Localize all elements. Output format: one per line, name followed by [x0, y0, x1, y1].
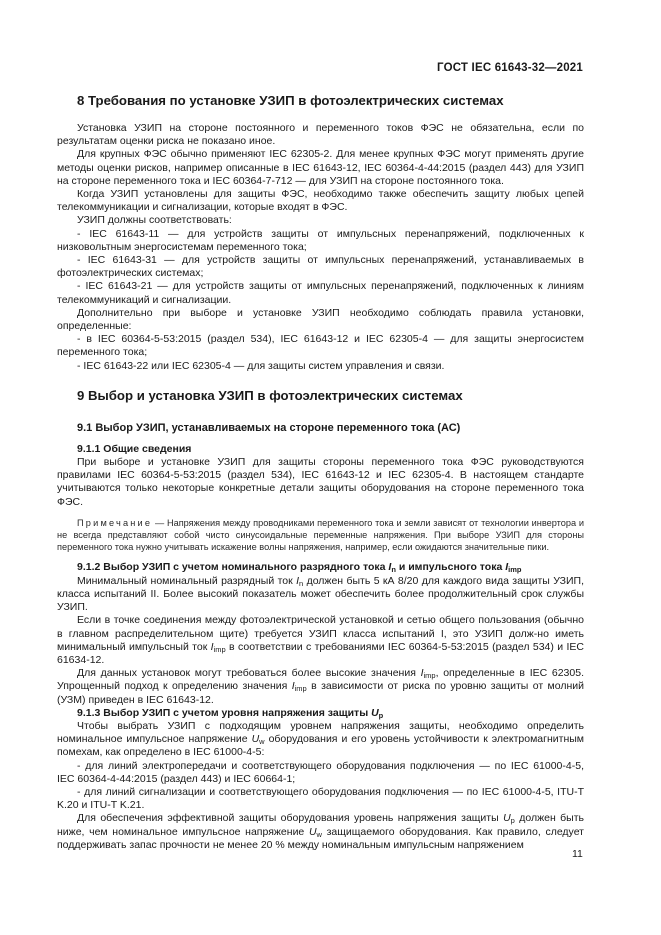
- paragraph: УЗИП должны соответствовать:: [77, 214, 232, 227]
- list-item: - IEC 61643-21 — для устройств защиты от импульсных перенапряжений, подключенных к линиям телекоммуникаций и сигнализации.: [57, 280, 584, 306]
- paragraph: При выборе и установке УЗИП для защиты стороны переменного тока ФЭС руководствуются правилами IEC 60364-5-53:2015 (раздел 534), IEC 61643-12 и IEC 62305-4. В настоящем стандарте учитываются только некоторые конкретные детали защиты оборудования на стороне переменного тока ФЭС.: [57, 456, 584, 508]
- standard-header: ГОСТ IEC 61643-32—2021: [437, 62, 583, 74]
- paragraph: Для обеспечения эффективной защиты оборудования уровень напряжения защиты $U_p$ должен быть ниже, чем номинальное импульсное напряжение $U_w$ защищаемого оборудования. Как правило, следует поддерживать запас прочности не менее 20 % между номинальным импульсным напряжением: [57, 812, 585, 851]
- subsection-9-1-2-heading: 9.1.2 Выбор УЗИП с учетом номинального разрядного тока $I_n$ и импульсного тока $I_{imp}$: [77, 561, 522, 575]
- paragraph: Для данных установок могут требоваться более высокие значения $I_{imp}$, определенные в IEC 62305. Упрощенный подход к определению значения $I_{imp}$ в зависимости от риска по уровню защиты от молний (УЗМ) приведен в IEC 61643-12.: [57, 667, 584, 706]
- paragraph: Если в точке соединения между фотоэлектрической установкой и сетью общего пользования (обычно в главном распределительном щите) требуется УЗИП класса испытаний I, это УЗИП долж-но иметь минимальный импульсный ток $I_{imp}$ в соответствии с требованиями IEC 60364-5-53:2015 (раздел 534) и IEC 61634-12.: [57, 614, 584, 666]
- page-number: 11: [572, 848, 583, 860]
- paragraph: Минимальный номинальный разрядный ток $I_n$ должен быть 5 кА 8/20 для каждого вида защиты УЗИП, класса испытаний II. Более высокий показатель может обеспечить более продолжительный срок службы УЗИП.: [57, 574, 584, 614]
- paragraph: Чтобы выбрать УЗИП с подходящим уровнем напряжения защиты, необходимо определить номинальное импульсное напряжение $U_w$ оборудования и его уровень устойчивости к электромагнитным помехам, как определено в IEC 61000-4-5:: [57, 719, 585, 759]
- subsection-9-1-heading: 9.1 Выбор УЗИП, устанавливаемых на стороне переменного тока (АС): [77, 421, 461, 434]
- list-item: - для линий электропередачи и соответствующего оборудования подключения — по IEC 61000-4-5, IEC 60364-4-44:2015 (раздел 443) и IEC 60664-1;: [57, 759, 584, 785]
- list-item: - для линий сигнализации и соответствующего оборудования подключения — по IEC 61000-4-5, ITU-T K.20 и ITU-T K.21.: [57, 785, 584, 812]
- paragraph: Дополнительно при выборе и установке УЗИП необходимо соблюдать правила установки, определенные:: [57, 306, 584, 333]
- list-item: - IEC 61643-11 — для устройств защиты от импульсных перенапряжений, подключенных к низковольтным энергосистемам переменного тока;: [57, 227, 584, 253]
- subsection-9-1-1-heading: 9.1.1 Общие сведения: [77, 442, 192, 455]
- section-8-heading: 8 Требования по установке УЗИП в фотоэлектрических системах: [77, 93, 504, 108]
- paragraph: Когда УЗИП установлены для защиты ФЭС, необходимо также обеспечить защиту любых цепей телекоммуникации и сигнализации, которые входят в ФЭС.: [57, 188, 584, 214]
- page-content: [57, 92, 584, 852]
- note: [57, 517, 584, 554]
- list-item: - IEC 61643-22 или IEC 62305-4 — для защиты систем управления и связи.: [77, 359, 445, 372]
- list-item: - IEC 61643-31 — для устройств защиты от импульсных перенапряжений, устанавливаемых в фотоэлектрических системах;: [57, 254, 584, 280]
- paragraph: Установка УЗИП на стороне постоянного и переменного токов ФЭС не обязательна, если по результатам оценки риска не показано иное.: [57, 122, 584, 148]
- section-9-heading: 9 Выбор и установка УЗИП в фотоэлектрических системах: [77, 387, 463, 403]
- note-label: Примечание: [77, 517, 153, 528]
- subsection-9-1-3-heading: 9.1.3 Выбор УЗИП с учетом уровня напряжения защиты $U_p$: [77, 706, 384, 720]
- note-text: — Напряжения между проводниками переменного тока и земли зависят от технологии инвертора и не всегда представляют собой чисто синусоидальные переменные напряжения. При выборе УЗИП для стороны переменного тока нужно учитывать искажение волны напряжения, например, если ожидаются значительные пики.: [57, 517, 584, 553]
- list-item: - в IEC 60364-5-53:2015 (раздел 534), IEC 61643-12 и IEC 62305-4 — для защиты энергосистем переменного тока;: [57, 333, 584, 359]
- paragraph: Для крупных ФЭС обычно применяют IEC 62305-2. Для менее крупных ФЭС могут применять другие методы оценки рисков, например описанные в IEC 61643-12, IEC 60364-4-44:2015 (раздел 443) для УЗИП на стороне переменного тока и IEC 60364-7-712 — для УЗИП на стороне постоянного тока.: [57, 148, 584, 187]
